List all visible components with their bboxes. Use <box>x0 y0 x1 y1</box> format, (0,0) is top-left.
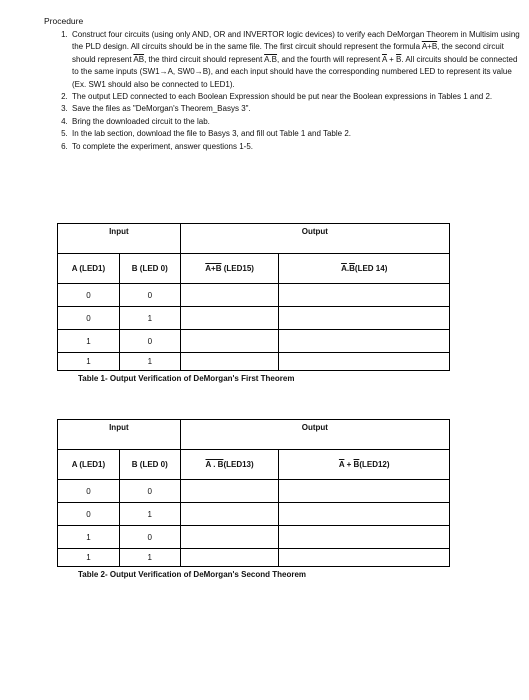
table-2-cell-b: 0 <box>119 480 180 503</box>
table-1-cell-b: 0 <box>119 284 180 307</box>
table-1-cell-out1[interactable] <box>180 353 279 371</box>
formula-not-a-2: $\overline{A}$ <box>381 54 387 64</box>
table-2-cell-a: 1 <box>58 549 120 567</box>
procedure-step-1 <box>70 29 520 91</box>
table-2-cell-b: 0 <box>119 526 180 549</box>
step-1-text-mid3: , and the fourth will represent <box>277 54 382 64</box>
table-2-cell-out1[interactable] <box>180 480 279 503</box>
table-1-col-out1 <box>180 254 279 284</box>
table-row <box>58 503 450 526</box>
procedure-step-3: 3. Save the files as "DeMorgan's Theorem_Basys 3". <box>70 103 520 115</box>
procedure-step-5: 5. In the lab section, download the file to Basys 3, and fill out Table 1 and Table 2. <box>70 128 520 140</box>
table-1-cell-out1[interactable] <box>180 284 279 307</box>
table-1-cell-out1[interactable] <box>180 307 279 330</box>
table-1-cell-b: 1 <box>119 307 180 330</box>
table-1-column-header-row <box>58 254 450 284</box>
table-2-cell-out2[interactable] <box>279 526 450 549</box>
table-1-out1-expr: A+B <box>205 264 222 273</box>
table-2-out1-expr: A . B <box>205 460 224 469</box>
table-2-cell-out2[interactable] <box>279 549 450 567</box>
table-2-out1-led: (LED13) <box>223 460 254 469</box>
table-row <box>58 549 450 567</box>
table-2-cell-a: 1 <box>58 526 120 549</box>
table-row <box>58 307 450 330</box>
table-1-cell-a: 0 <box>58 284 120 307</box>
table-1-cell-a: 1 <box>58 353 120 371</box>
table-2-cell-out1[interactable] <box>180 549 279 567</box>
table-1-cell-b: 1 <box>119 353 180 371</box>
table-row <box>58 284 450 307</box>
table-2-cell-a: 0 <box>58 480 120 503</box>
table-row <box>58 526 450 549</box>
step-1-text-mid2: , the third circuit should represent <box>144 54 265 64</box>
table-row <box>58 353 450 371</box>
table-1-out2-a: $\overline{A}$ <box>341 264 347 273</box>
table-2-cell-out2[interactable] <box>279 503 450 526</box>
table-2-output-header: Output <box>180 420 449 450</box>
table-1-output-header: Output <box>180 224 449 254</box>
table-1-cell-a: 0 <box>58 307 120 330</box>
step-1-text-prefix: Construct four circuits (using only AND, OR and INVERTOR logic devices) to verify each DeMorgan Theorem in Multisim using the PLD design. All circuits should be in the same file. The first circuit should represent the formula <box>72 30 520 52</box>
table-2-out2-b: $\overline{B}$ <box>353 460 360 469</box>
table-2-col-b: B (LED 0) <box>119 450 180 480</box>
procedure-step-4: 4. Bring the downloaded circuit to the lab. <box>70 116 520 128</box>
formula-not-a-plus-b: A+B <box>421 42 438 52</box>
table-1-out2-led: (LED 14) <box>354 264 388 273</box>
table-1-out2-b: $\overline{B}$ <box>349 264 355 273</box>
table-2-cell-b: 1 <box>119 503 180 526</box>
table-2-column-header-row <box>58 450 450 480</box>
procedure-step-2: 2. The output LED connected to each Boolean Expression should be put near the Boolean expressions in Tables 1 and 2. <box>70 91 520 103</box>
table-1-cell-out2[interactable] <box>279 353 450 371</box>
table-2-cell-b: 1 <box>119 549 180 567</box>
formula-not-b-2: $\overline{B}$ <box>396 54 402 64</box>
procedure-heading: Procedure <box>44 16 84 26</box>
table-1-cell-out1[interactable] <box>180 330 279 353</box>
table-2-out2-led: (LED12) <box>359 460 390 469</box>
step-1-text-mid1: , the second circuit should represent <box>72 42 504 64</box>
table-2-col-out2 <box>279 450 450 480</box>
formula-not-a: $\overline{A}$ <box>133 54 139 64</box>
table-2-group-header-row <box>58 420 450 450</box>
table-1-cell-out2[interactable] <box>279 330 450 353</box>
table-2-out2-a: $\overline{A}$ <box>338 460 345 469</box>
table-2-cell-out1[interactable] <box>180 503 279 526</box>
table-2-cell-a: 0 <box>58 503 120 526</box>
table-1-out2-dot: . <box>346 264 350 273</box>
step-1-text-suffix: . All circuits should be connected to the same inputs (SW1→A, SW0→B), and each input should have the corresponding numbered LED to represent its value (Ex. SW1 should also be connected to LED1). <box>72 54 518 89</box>
table-2-cell-out1[interactable] <box>180 526 279 549</box>
table-1-col-out2 <box>279 254 450 284</box>
formula-not-b: $\overline{B}$ <box>138 54 145 64</box>
formula-not-a-dot-b: A.B <box>264 54 278 64</box>
table-1-group-header-row <box>58 224 450 254</box>
table-1-cell-out2[interactable] <box>279 307 450 330</box>
procedure-step-6: 6. To complete the experiment, answer questions 1-5. <box>70 141 520 153</box>
table-1-col-a: A (LED1) <box>58 254 120 284</box>
table-1-caption: Table 1- Output Verification of DeMorgan's First Theorem <box>78 374 295 383</box>
table-1-cell-b: 0 <box>119 330 180 353</box>
table-1-input-header: Input <box>58 224 181 254</box>
table-2-out2-op: + <box>344 460 354 469</box>
procedure-steps <box>44 29 520 153</box>
table-1-cell-out2[interactable] <box>279 284 450 307</box>
table-2-cell-out2[interactable] <box>279 480 450 503</box>
table-2-col-out1 <box>180 450 279 480</box>
table-2-input-header: Input <box>58 420 181 450</box>
table-row <box>58 480 450 503</box>
truth-table-1 <box>57 223 450 371</box>
table-2-col-a: A (LED1) <box>58 450 120 480</box>
table-row <box>58 330 450 353</box>
truth-table-2 <box>57 419 450 567</box>
table-1-cell-a: 1 <box>58 330 120 353</box>
table-1-col-b: B (LED 0) <box>119 254 180 284</box>
table-2-caption: Table 2- Output Verification of DeMorgan's Second Theorem <box>78 570 307 579</box>
table-1-out1-led: (LED15) <box>221 264 254 273</box>
formula-plus: + <box>386 54 397 64</box>
